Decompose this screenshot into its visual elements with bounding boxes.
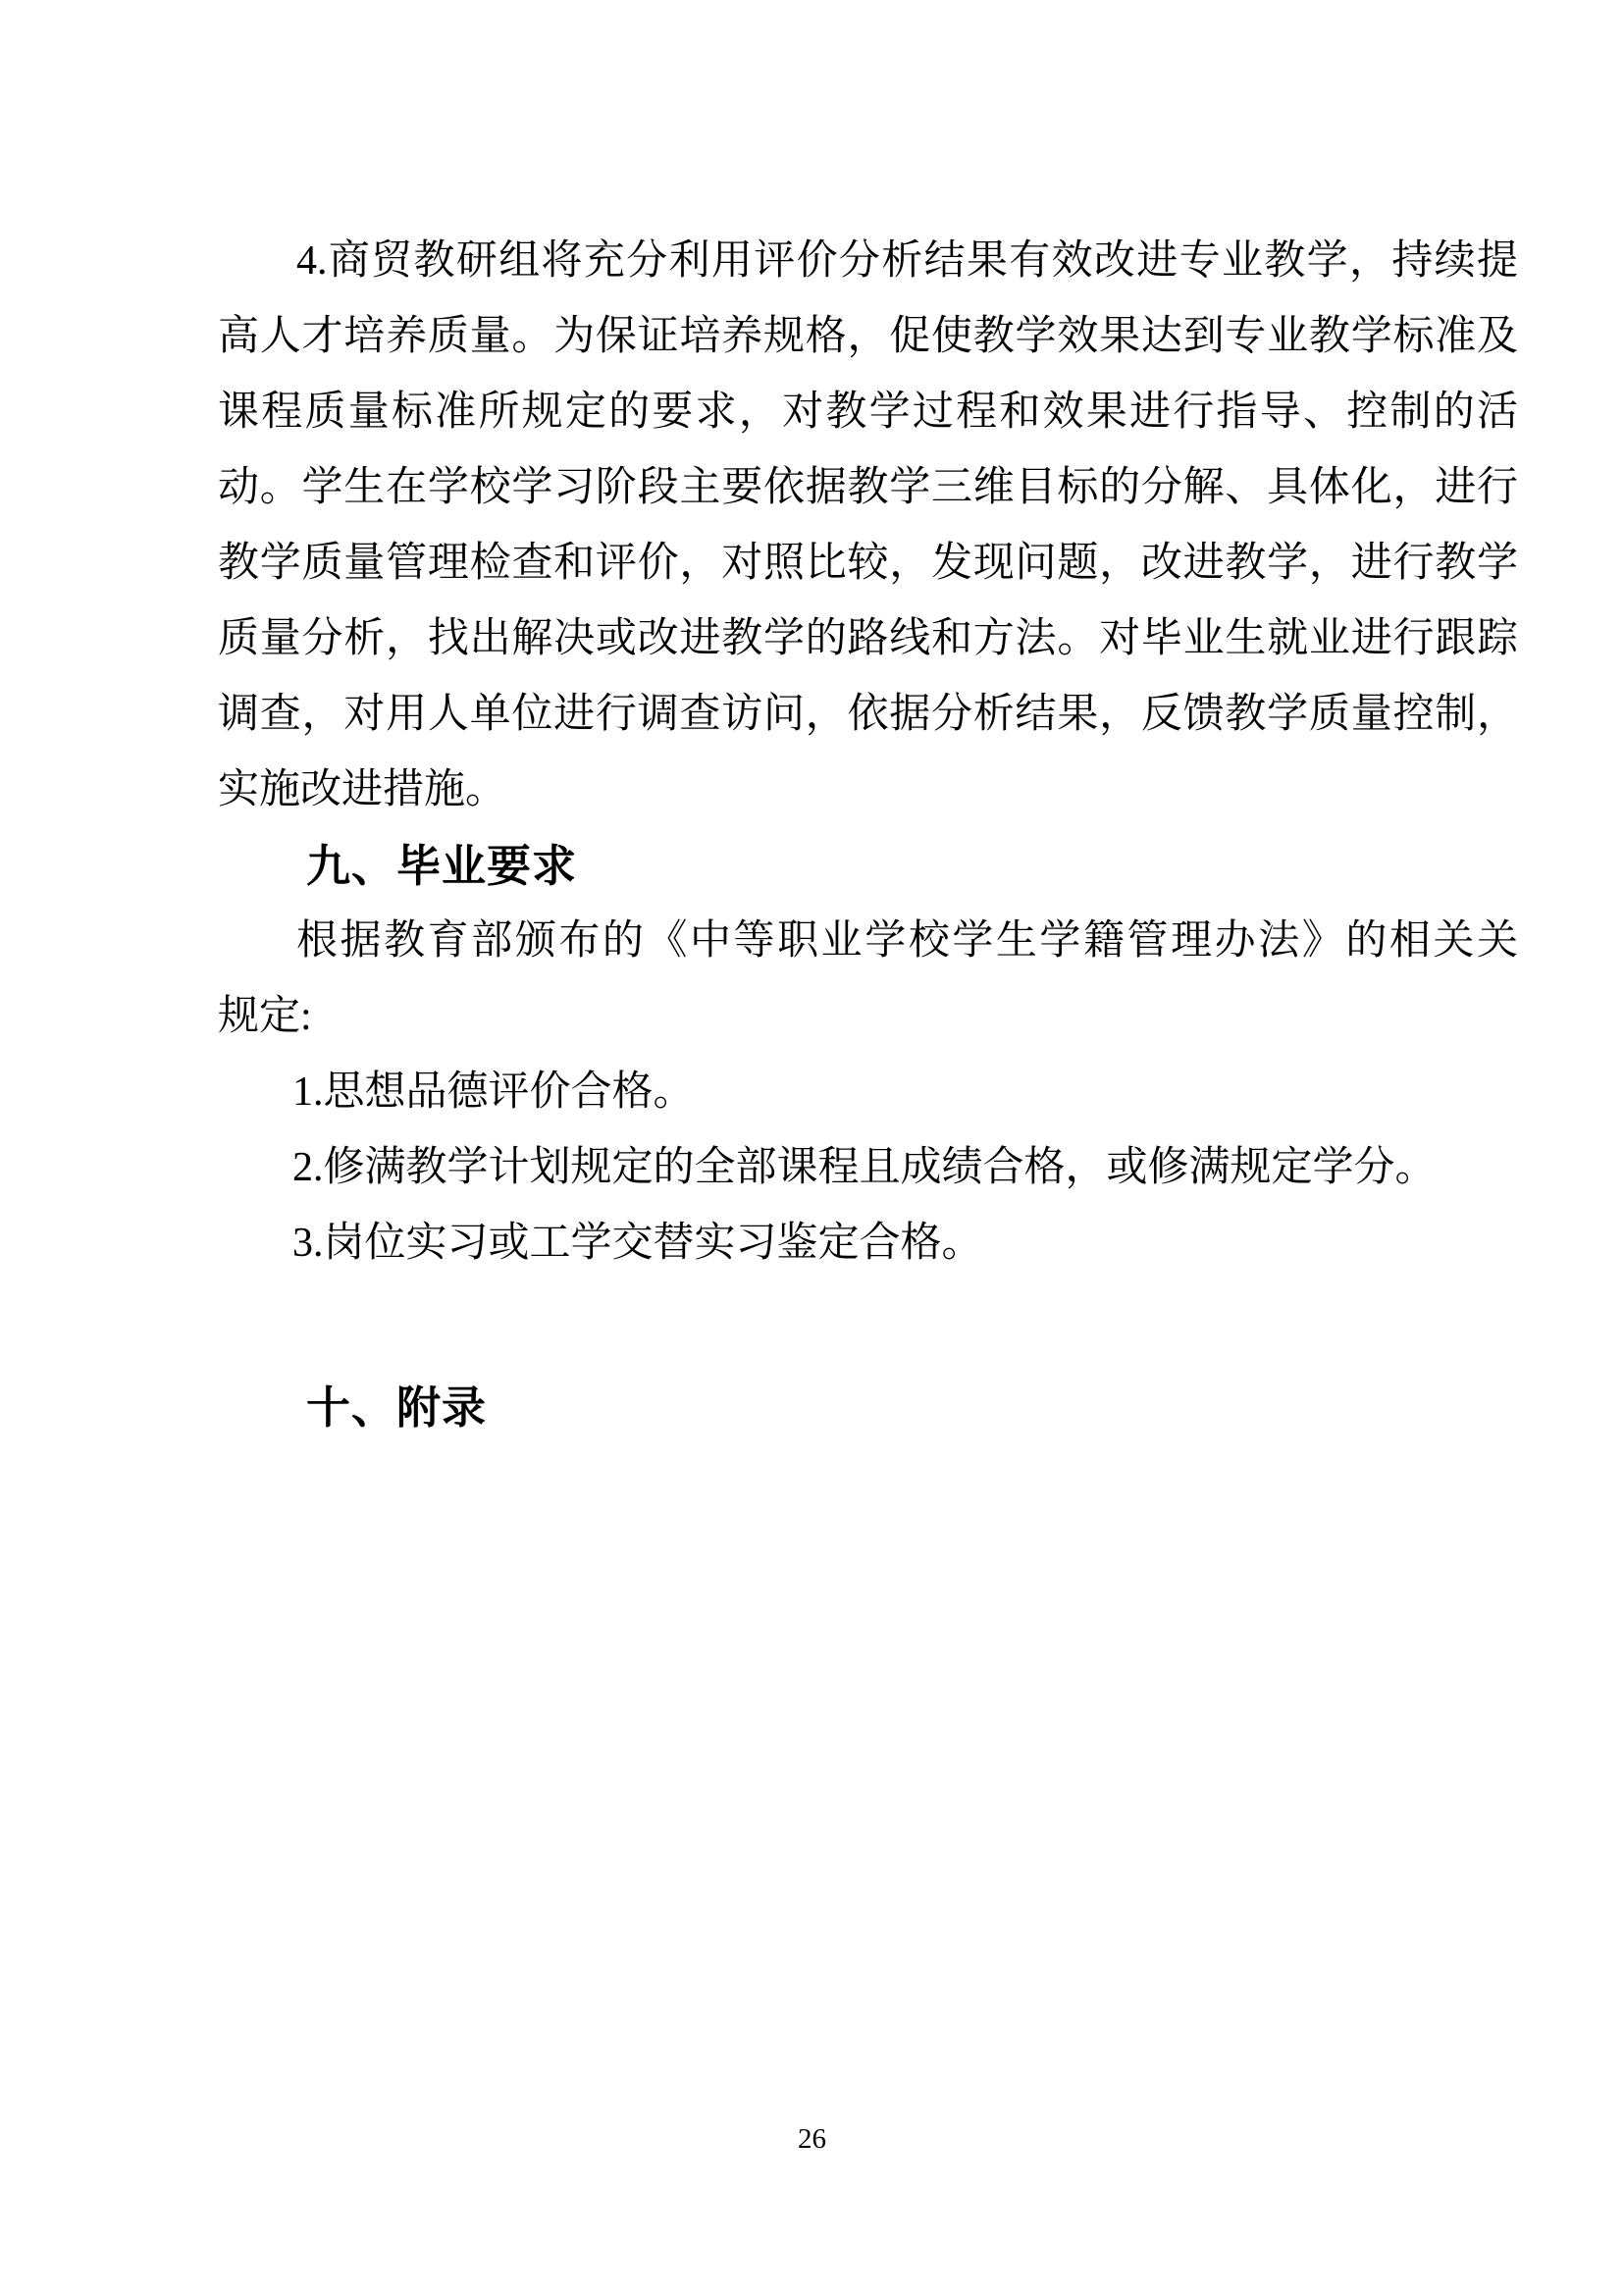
paragraph-line: 规定: xyxy=(218,994,312,1039)
paragraph-line: 教学质量管理检查和评价，对照比较，发现问题，改进教学，进行教学 xyxy=(218,541,1518,586)
paragraph-line: 4.商贸教研组将充分利用评价分析结果有效改进专业教学，持续提 xyxy=(296,238,1518,284)
section-heading-graduation-requirements: 九、毕业要求 xyxy=(306,841,578,891)
paragraph-line: 实施改进措施。 xyxy=(218,767,507,812)
page-number: 26 xyxy=(798,2123,826,2155)
document-content xyxy=(218,224,1518,1445)
paragraph-line: 根据教育部颁布的《中等职业学校学生学籍管理办法》的相关关 xyxy=(296,918,1518,964)
paragraph-line: 高人才培养质量。为保证培养规格，促使教学效果达到专业教学标准及 xyxy=(218,314,1518,359)
section-heading-appendix: 十、附录 xyxy=(306,1382,488,1433)
paragraph-line: 动。学生在学校学习阶段主要依据教学三维目标的分解、具体化，进行 xyxy=(218,465,1518,510)
requirement-item-3: 3.岗位实习或工学交替实习鉴定合格。 xyxy=(292,1221,983,1266)
requirement-item-2: 2.修满教学计划规定的全部课程且成绩合格，或修满规定学分。 xyxy=(292,1145,1437,1190)
requirement-item-1: 1.思想品德评价合格。 xyxy=(292,1069,695,1115)
paragraph-line: 调查，对用人单位进行调查访问，依据分析结果，反馈教学质量控制， xyxy=(218,692,1518,737)
paragraph-line: 质量分析，找出解决或改进教学的路线和方法。对毕业生就业进行跟踪 xyxy=(218,616,1518,661)
paragraph-line: 课程质量标准所规定的要求，对教学过程和效果进行指导、控制的活 xyxy=(218,390,1518,435)
